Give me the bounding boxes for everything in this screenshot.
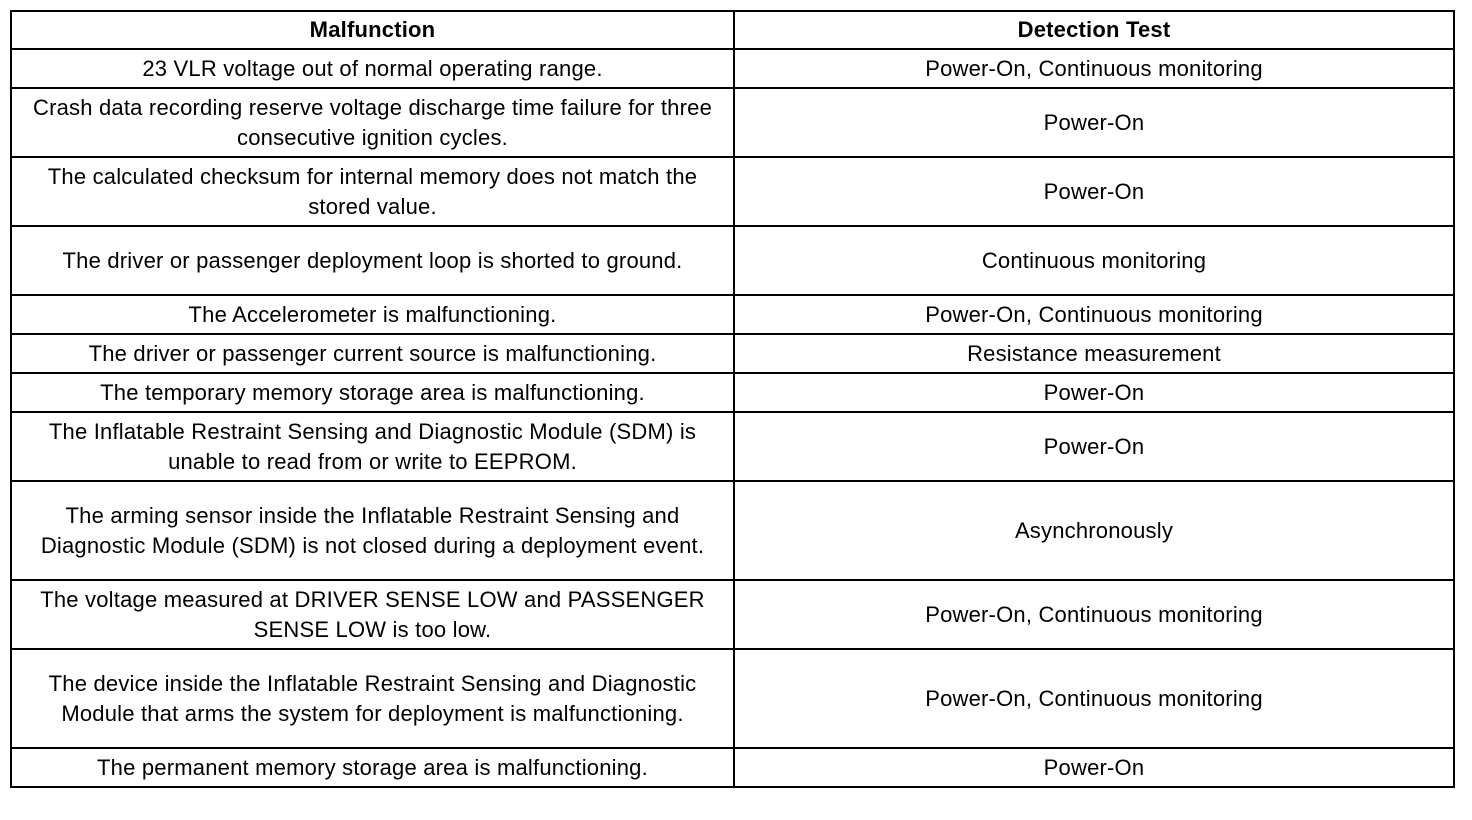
malfunction-cell: The driver or passenger deployment loop is shorted to ground. (11, 226, 734, 295)
header-malfunction: Malfunction (11, 11, 734, 49)
table-row (11, 748, 1454, 787)
detection-test-cell: Power-On, Continuous monitoring (734, 649, 1454, 748)
malfunction-cell: The Accelerometer is malfunctioning. (11, 295, 734, 334)
table-row (11, 649, 1454, 748)
table-row (11, 373, 1454, 412)
malfunction-cell: The arming sensor inside the Inflatable Restraint Sensing and Diagnostic Module (SDM) is not closed during a deployment event. (11, 481, 734, 580)
malfunction-cell: The device inside the Inflatable Restraint Sensing and Diagnostic Module that arms the system for deployment is malfunctioning. (11, 649, 734, 748)
malfunction-table-container (10, 10, 1453, 788)
table-row (11, 481, 1454, 580)
table-row (11, 334, 1454, 373)
header-detection-test: Detection Test (734, 11, 1454, 49)
table-row (11, 226, 1454, 295)
detection-test-cell: Power-On, Continuous monitoring (734, 49, 1454, 88)
detection-test-cell: Power-On (734, 748, 1454, 787)
table-row (11, 157, 1454, 226)
malfunction-cell: The voltage measured at DRIVER SENSE LOW and PASSENGER SENSE LOW is too low. (11, 580, 734, 649)
detection-test-cell: Continuous monitoring (734, 226, 1454, 295)
table-row (11, 49, 1454, 88)
malfunction-cell: Crash data recording reserve voltage discharge time failure for three consecutive ignition cycles. (11, 88, 734, 157)
malfunction-cell: The temporary memory storage area is malfunctioning. (11, 373, 734, 412)
malfunction-cell: The driver or passenger current source is malfunctioning. (11, 334, 734, 373)
malfunction-cell: The Inflatable Restraint Sensing and Diagnostic Module (SDM) is unable to read from or write to EEPROM. (11, 412, 734, 481)
malfunction-detection-table (10, 10, 1455, 788)
table-row (11, 88, 1454, 157)
table-header-row (11, 11, 1454, 49)
detection-test-cell: Power-On (734, 373, 1454, 412)
table-row (11, 295, 1454, 334)
detection-test-cell: Power-On, Continuous monitoring (734, 295, 1454, 334)
detection-test-cell: Power-On (734, 157, 1454, 226)
table-row (11, 580, 1454, 649)
detection-test-cell: Power-On (734, 412, 1454, 481)
malfunction-cell: The calculated checksum for internal memory does not match the stored value. (11, 157, 734, 226)
table-row (11, 412, 1454, 481)
detection-test-cell: Power-On (734, 88, 1454, 157)
malfunction-cell: 23 VLR voltage out of normal operating range. (11, 49, 734, 88)
detection-test-cell: Asynchronously (734, 481, 1454, 580)
detection-test-cell: Resistance measurement (734, 334, 1454, 373)
malfunction-cell: The permanent memory storage area is malfunctioning. (11, 748, 734, 787)
detection-test-cell: Power-On, Continuous monitoring (734, 580, 1454, 649)
